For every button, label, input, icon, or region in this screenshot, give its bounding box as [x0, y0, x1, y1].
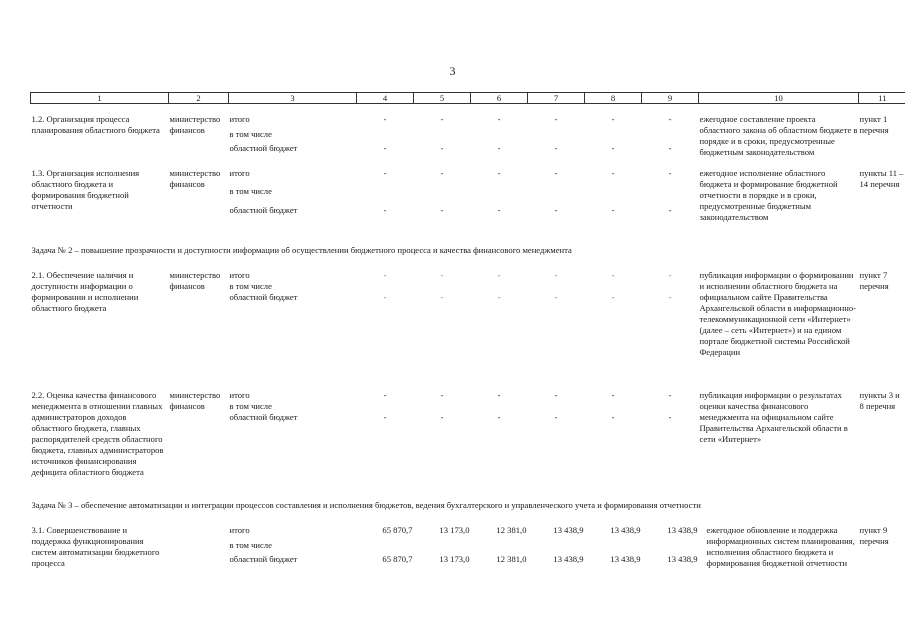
task-2-heading: Задача № 2 – повышение прозрачности и доступности информации об осуществлении бюджетного процесса и качества финансового менеджмента	[31, 245, 572, 255]
expected-result: публикация информации о формировании и исполнении областного бюджета на официальном сайте Правительства Архангельской области в информационно-телекоммуникационной сети «Интернет» (далее – сеть «Интернет») и на едином портале бюджетной системы Российской Федерации	[699, 270, 856, 357]
value: -	[383, 143, 387, 154]
value: -	[611, 292, 615, 302]
reference: пункты 11 – 14 перечня	[859, 168, 904, 189]
value: -	[611, 204, 615, 215]
table-row	[31, 168, 905, 186]
value: -	[668, 412, 672, 422]
value: -	[668, 143, 672, 154]
value: -	[611, 412, 615, 422]
value: -	[497, 292, 501, 302]
header-col-2: 2	[169, 93, 229, 104]
value: -	[497, 390, 501, 400]
value: 12 381,0	[496, 525, 527, 535]
source-regional-budget: областной бюджет	[229, 204, 298, 215]
table-row	[31, 390, 905, 401]
value: -	[497, 412, 501, 422]
value: -	[440, 292, 444, 302]
task-3-heading: Задача № 3 – обеспечение автоматизации и интеграции процессов составления и исполнения бюджетов, ведения бухгалтерского и управленческого учета и формирования отчетности	[31, 500, 701, 510]
reference: пункт 9 перечня	[859, 525, 889, 546]
expected-result: ежегодное обновление и поддержка информационных систем планирования, исполнения областного бюджета и формирования бюджетной отчетности	[706, 525, 855, 568]
reference: пункт 1 перечня	[859, 114, 889, 135]
page-number: 3	[449, 64, 456, 78]
value: 65 870,7	[382, 525, 413, 535]
value: -	[668, 168, 672, 178]
source-total: итого	[229, 168, 250, 178]
reference: пункт 7 перечня	[859, 270, 889, 291]
expected-result: ежегодное составление проекта областного закона об областном бюджете в порядке и в сроки, предусмотренные бюджетным законодательством	[699, 114, 858, 157]
value: -	[554, 143, 558, 154]
table-row	[31, 270, 905, 281]
value: -	[497, 114, 501, 124]
value: -	[383, 204, 387, 215]
source-including: в том числе	[229, 186, 272, 197]
activity-name: 2.1. Обеспечение наличия и доступности информации о формировании и исполнении областного бюджета	[31, 270, 139, 313]
activity-name: 1.2. Организация процесса планирования областного бюджета	[31, 114, 160, 135]
source-regional-budget: областной бюджет	[229, 143, 298, 154]
value: -	[440, 270, 444, 280]
source-total: итого	[229, 390, 250, 400]
source-total: итого	[229, 525, 250, 535]
value: -	[440, 168, 444, 178]
source-including: в том числе	[229, 128, 272, 139]
value: 13 438,9	[667, 525, 698, 535]
source-including: в том числе	[229, 539, 272, 550]
expected-result: публикация информации о результатах оценки качества финансового менеджмента на официальном сайте Правительства Архангельской области в сети «Интернет»	[699, 390, 848, 444]
value: -	[554, 168, 558, 178]
header-col-4: 4	[357, 93, 414, 104]
executor	[169, 525, 229, 569]
table-row	[31, 114, 905, 129]
activity-name: 2.2. Оценка качества финансового менеджмента в отношении главных администраторов доходов областного бюджета, главных распорядителей средств областного бюджета, главных администраторов источников финансирования дефицита областного бюджета	[31, 390, 164, 477]
value: 13 438,9	[610, 554, 641, 565]
header-col-11: 11	[859, 93, 905, 104]
value: -	[611, 143, 615, 154]
header-col-7: 7	[528, 93, 585, 104]
value: -	[383, 168, 387, 178]
value: -	[611, 390, 615, 400]
value: 13 438,9	[553, 525, 584, 535]
expected-result: ежегодное исполнение областного бюджета и формирование бюджетной отчетности в порядке и в сроки, предусмотренные бюджетным законодательством	[699, 168, 838, 222]
reference: пункты 3 и 8 перечня	[859, 390, 900, 411]
value: 13 438,9	[553, 554, 584, 565]
source-total: итого	[229, 114, 250, 124]
value: -	[497, 143, 501, 154]
value: -	[554, 412, 558, 422]
value: -	[497, 204, 501, 215]
value: -	[668, 390, 672, 400]
value: -	[554, 204, 558, 215]
header-col-8: 8	[585, 93, 642, 104]
value: 13 173,0	[439, 554, 470, 565]
header-col-1: 1	[31, 93, 169, 104]
value: -	[440, 143, 444, 154]
value: -	[440, 412, 444, 422]
value: -	[440, 114, 444, 124]
source-regional-budget: областной бюджет	[229, 292, 298, 302]
source-regional-budget: областной бюджет	[229, 412, 298, 422]
value: 13 173,0	[439, 525, 470, 535]
program-activities-table	[30, 92, 905, 569]
activity-name: 3.1. Совершенствование и поддержка функционирования систем автоматизации бюджетного процесса	[31, 525, 160, 568]
value: -	[668, 292, 672, 302]
executor: министерство финансов	[169, 114, 221, 135]
source-regional-budget: областной бюджет	[229, 554, 298, 565]
source-total: итого	[229, 270, 250, 280]
value: -	[554, 390, 558, 400]
activity-name: 1.3. Организация исполнения областного бюджета и формирования бюджетной отчетности	[31, 168, 140, 211]
value: -	[668, 204, 672, 215]
header-col-5: 5	[414, 93, 471, 104]
header-col-6: 6	[471, 93, 528, 104]
executor: министерство финансов	[169, 390, 221, 411]
value: -	[554, 292, 558, 302]
value: -	[554, 114, 558, 124]
column-number-header	[31, 93, 905, 104]
task-heading-row	[31, 223, 905, 270]
value: 65 870,7	[382, 554, 413, 565]
header-col-10: 10	[699, 93, 859, 104]
executor: министерство финансов	[169, 168, 221, 189]
value: -	[383, 270, 387, 280]
value: -	[668, 114, 672, 124]
table-row	[31, 525, 905, 540]
header-col-3: 3	[229, 93, 357, 104]
value: 12 381,0	[496, 554, 527, 565]
value: -	[440, 390, 444, 400]
value: -	[497, 168, 501, 178]
value: -	[497, 270, 501, 280]
executor: министерство финансов	[169, 270, 221, 291]
value: -	[440, 204, 444, 215]
value: -	[383, 412, 387, 422]
value: -	[383, 292, 387, 302]
source-including: в том числе	[229, 401, 272, 411]
task-heading-row	[31, 478, 905, 525]
value: -	[611, 114, 615, 124]
value: 13 438,9	[610, 525, 641, 535]
value: -	[383, 390, 387, 400]
value: -	[668, 270, 672, 280]
header-col-9: 9	[642, 93, 699, 104]
value: -	[383, 114, 387, 124]
value: 13 438,9	[667, 554, 698, 565]
source-including: в том числе	[229, 281, 272, 291]
value: -	[611, 168, 615, 178]
value: -	[554, 270, 558, 280]
value: -	[611, 270, 615, 280]
